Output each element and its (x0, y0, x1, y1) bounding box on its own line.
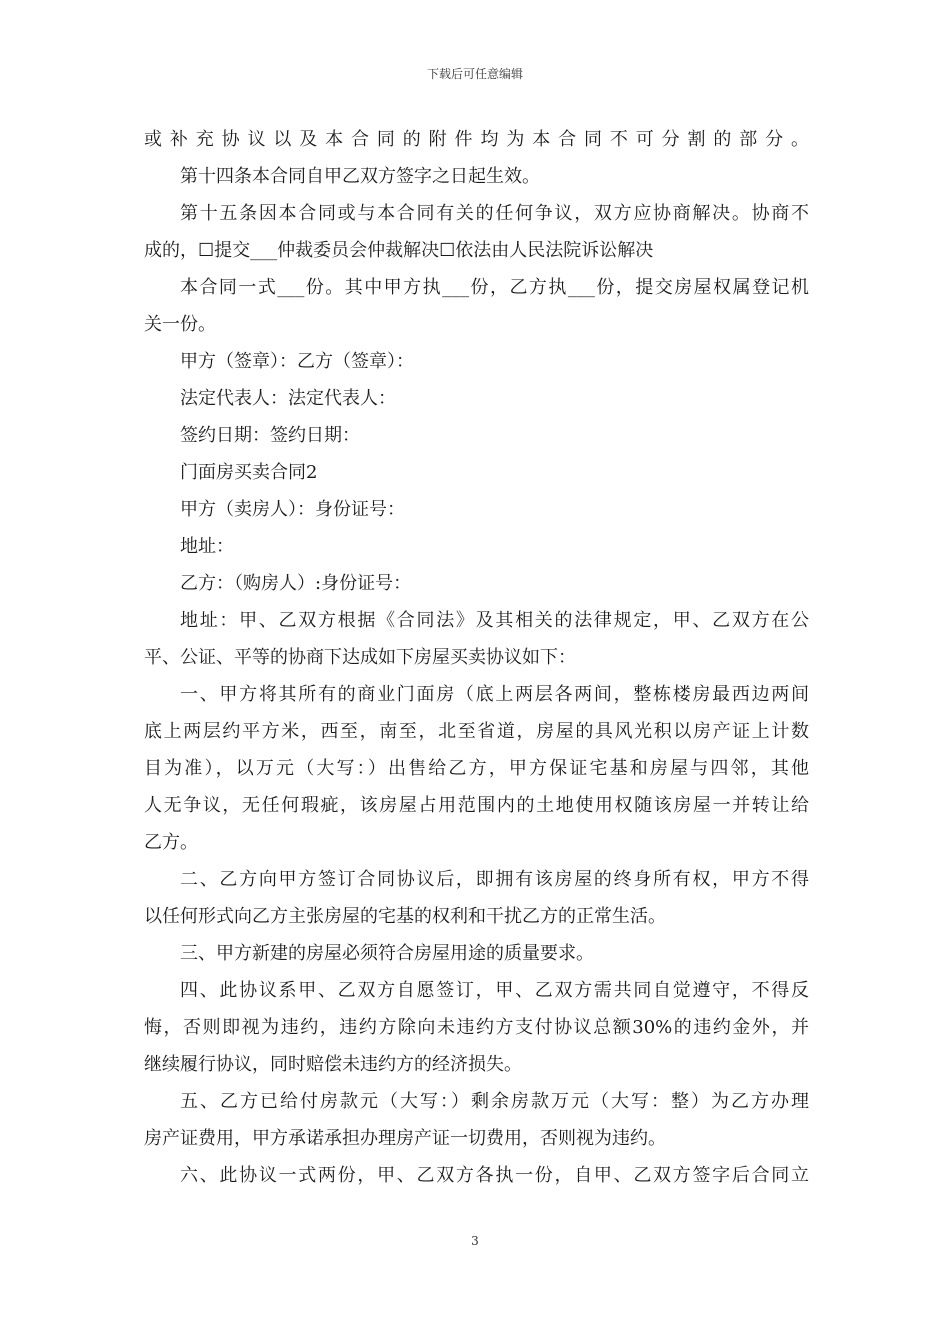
text-line: 地址： (180, 536, 234, 557)
text-line: 人无争议，无任何瑕疵，该房屋占用范围内的土地使用权随该房屋一并转让给 (144, 795, 809, 816)
page-number: 3 (471, 1234, 479, 1248)
text-line: 四、此协议系甲、乙双方自愿签订，甲、乙双方需共同自觉遵守，不得反 (180, 980, 809, 1001)
text-line: 地址：甲、乙双方根据《合同法》及其相关的法律规定，甲、乙双方在公 (180, 610, 809, 631)
text-line: 一、甲方将其所有的商业门面房（底上两层各两间，整栋楼房最西边两间 (180, 684, 809, 705)
document-body (144, 121, 809, 1194)
text-line: 本合同一式___份。其中甲方执___份，乙方执___份，提交房屋权属登记机 (180, 277, 809, 298)
text-line: 六、此协议一式两份，甲、乙双方各执一份，自甲、乙双方签字后合同立 (180, 1165, 809, 1186)
text-line: 签约日期：签约日期： (180, 425, 360, 446)
text-line: 二、乙方向甲方签订合同协议后，即拥有该房屋的终身所有权，甲方不得 (180, 869, 809, 890)
text-line: 法定代表人：法定代表人： (180, 388, 396, 409)
text-line: 五、乙方已给付房款元（大写：）剩余房款万元（大写：整）为乙方办理 (180, 1091, 809, 1112)
text-line: 甲方（卖房人）：身份证号： (180, 499, 405, 520)
text-line: 乙方。 (144, 832, 198, 853)
text-line: 第十五条因本合同或与本合同有关的任何争议，双方应协商解决。协商不 (180, 203, 809, 224)
text-line: 房产证费用，甲方承诺承担办理房产证一切费用，否则视为违约。 (144, 1128, 666, 1149)
text-line: 甲方（签章）：乙方（签章）： (180, 351, 414, 372)
text-line: 第十四条本合同自甲乙双方签字之日起生效。 (180, 166, 540, 187)
text-line: 目为准），以万元（大写：）出售给乙方，甲方保证宅基和房屋与四邻，其他 (144, 758, 809, 779)
text-line: 继续履行协议，同时赔偿未违约方的经济损失。 (144, 1054, 522, 1075)
text-line: 乙方：（购房人）:身份证号： (180, 573, 412, 594)
text-line: 平、公证、平等的协商下达成如下房屋买卖协议如下： (144, 647, 576, 668)
text-line: 悔，否则即视为违约，违约方除向未违约方支付协议总额30%的违约金外，并 (144, 1017, 809, 1038)
section-title: 门面房买卖合同2 (180, 462, 318, 483)
text-line: 三、甲方新建的房屋必须符合房屋用途的质量要求。 (180, 943, 594, 964)
text-line: 或补充协议以及本合同的附件均为本合同不可分割的部分。 (144, 129, 809, 150)
text-line: 成的，☐提交___仲裁委员会仲裁解决☐依法由人民法院诉讼解决 (144, 240, 654, 261)
text-line: 关一份。 (144, 314, 216, 335)
text-line: 以任何形式向乙方主张房屋的宅基的权利和干扰乙方的正常生活。 (144, 906, 666, 927)
page-header: 下载后可任意编辑 (426, 67, 523, 81)
text-line: 底上两层约平方米，西至，南至，北至省道，房屋的具风光积以房产证上计数 (144, 721, 809, 742)
